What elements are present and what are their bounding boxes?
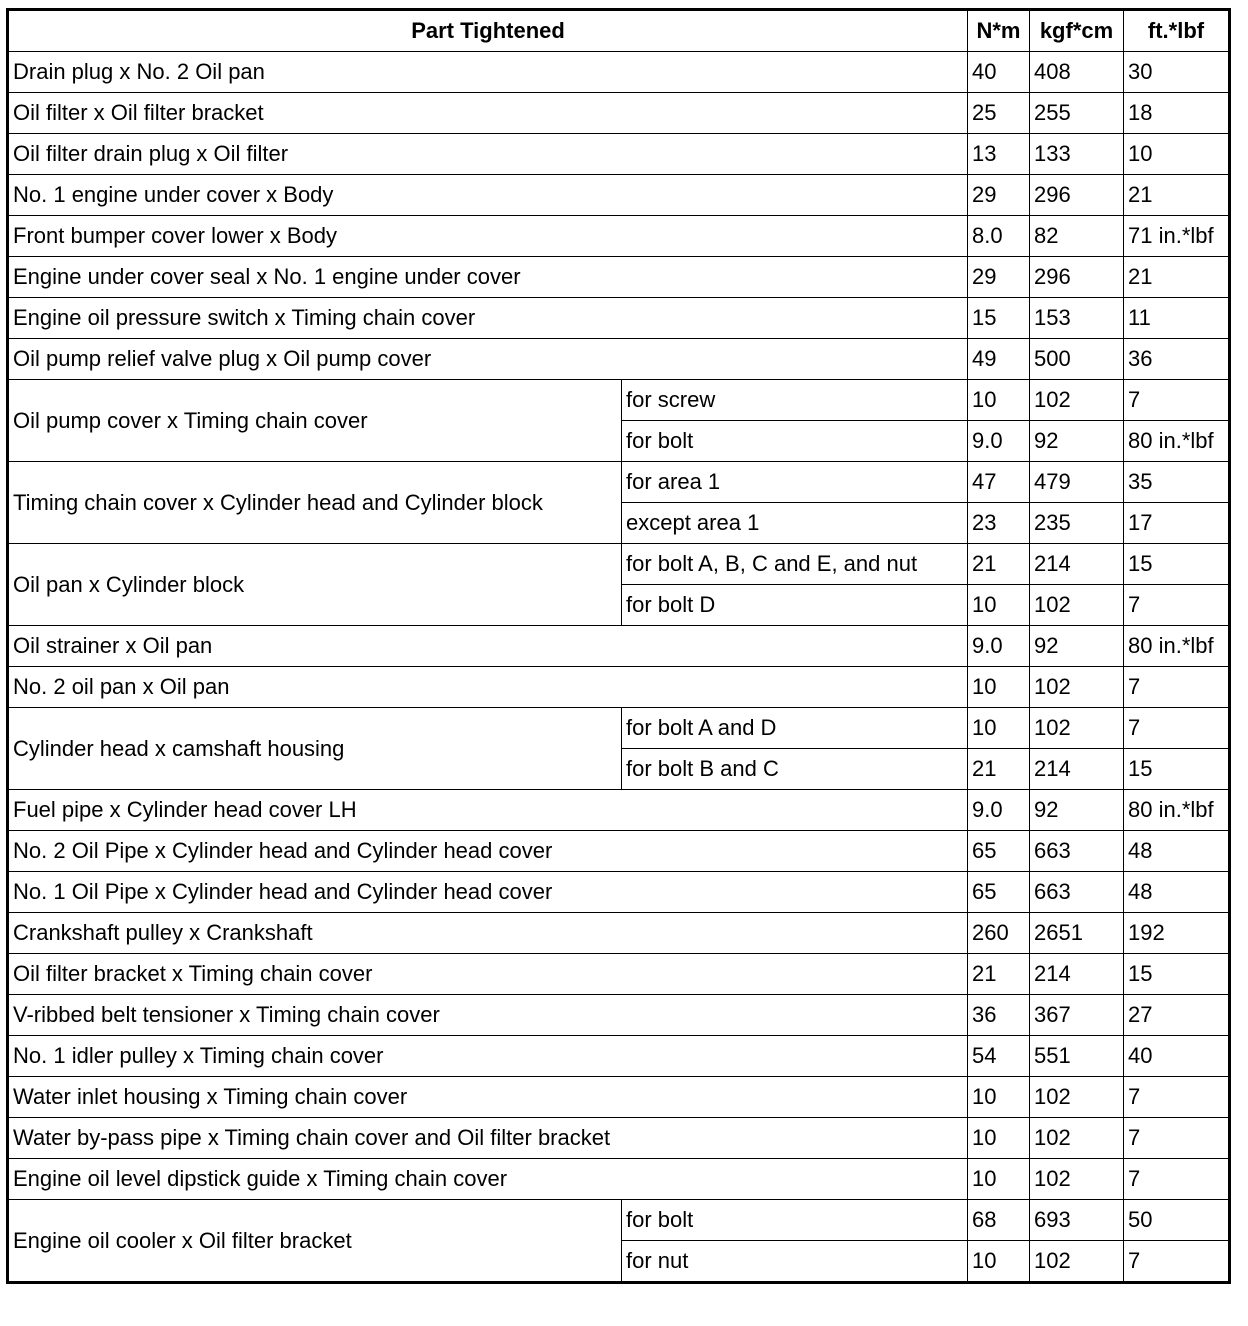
table-body <box>8 52 1230 1283</box>
kgf-cm-cell: 663 <box>1030 831 1124 872</box>
table-row <box>8 1118 1230 1159</box>
kgf-cm-cell: 408 <box>1030 52 1124 93</box>
ft-lbf-cell: 15 <box>1124 954 1230 995</box>
nm-cell: 68 <box>968 1200 1030 1241</box>
condition-cell: for bolt A and D <box>622 708 968 749</box>
kgf-cm-cell: 2651 <box>1030 913 1124 954</box>
nm-cell: 10 <box>968 380 1030 421</box>
ft-lbf-cell: 7 <box>1124 1241 1230 1283</box>
kgf-cm-cell: 102 <box>1030 667 1124 708</box>
part-cell: Engine oil pressure switch x Timing chain cover <box>8 298 968 339</box>
ft-lbf-cell: 21 <box>1124 257 1230 298</box>
part-cell: No. 2 oil pan x Oil pan <box>8 667 968 708</box>
nm-cell: 29 <box>968 175 1030 216</box>
table-row <box>8 544 1230 585</box>
ft-lbf-cell: 17 <box>1124 503 1230 544</box>
ft-lbf-cell: 7 <box>1124 1159 1230 1200</box>
ft-lbf-cell: 7 <box>1124 380 1230 421</box>
nm-cell: 36 <box>968 995 1030 1036</box>
kgf-cm-cell: 296 <box>1030 175 1124 216</box>
table-row <box>8 913 1230 954</box>
table-row <box>8 1036 1230 1077</box>
table-row <box>8 52 1230 93</box>
kgf-cm-cell: 92 <box>1030 790 1124 831</box>
ft-lbf-cell: 7 <box>1124 667 1230 708</box>
nm-cell: 9.0 <box>968 421 1030 462</box>
part-cell: Water inlet housing x Timing chain cover <box>8 1077 968 1118</box>
kgf-cm-cell: 214 <box>1030 544 1124 585</box>
kgf-cm-cell: 235 <box>1030 503 1124 544</box>
nm-cell: 8.0 <box>968 216 1030 257</box>
nm-cell: 47 <box>968 462 1030 503</box>
nm-cell: 54 <box>968 1036 1030 1077</box>
nm-cell: 10 <box>968 667 1030 708</box>
kgf-cm-cell: 500 <box>1030 339 1124 380</box>
table-row <box>8 298 1230 339</box>
table-row <box>8 626 1230 667</box>
ft-lbf-cell: 18 <box>1124 93 1230 134</box>
ft-lbf-cell: 7 <box>1124 585 1230 626</box>
nm-cell: 29 <box>968 257 1030 298</box>
kgf-cm-cell: 551 <box>1030 1036 1124 1077</box>
ft-lbf-cell: 36 <box>1124 339 1230 380</box>
nm-cell: 15 <box>968 298 1030 339</box>
part-cell: Engine oil cooler x Oil filter bracket <box>8 1200 622 1283</box>
torque-spec-table <box>6 8 1231 1284</box>
ft-lbf-cell: 7 <box>1124 1118 1230 1159</box>
ft-lbf-cell: 30 <box>1124 52 1230 93</box>
table-row <box>8 1200 1230 1241</box>
ft-lbf-cell: 7 <box>1124 708 1230 749</box>
table-row <box>8 93 1230 134</box>
nm-cell: 10 <box>968 585 1030 626</box>
kgf-cm-cell: 663 <box>1030 872 1124 913</box>
part-cell: Crankshaft pulley x Crankshaft <box>8 913 968 954</box>
kgf-cm-cell: 102 <box>1030 380 1124 421</box>
kgf-cm-cell: 255 <box>1030 93 1124 134</box>
kgf-cm-cell: 102 <box>1030 1159 1124 1200</box>
part-cell: No. 1 idler pulley x Timing chain cover <box>8 1036 968 1077</box>
part-cell: Oil filter drain plug x Oil filter <box>8 134 968 175</box>
nm-cell: 13 <box>968 134 1030 175</box>
kgf-cm-cell: 153 <box>1030 298 1124 339</box>
table-row <box>8 831 1230 872</box>
table-row <box>8 1159 1230 1200</box>
table-row <box>8 257 1230 298</box>
kgf-cm-cell: 214 <box>1030 954 1124 995</box>
condition-cell: for area 1 <box>622 462 968 503</box>
part-cell: No. 1 engine under cover x Body <box>8 175 968 216</box>
table-row <box>8 995 1230 1036</box>
ft-lbf-cell: 40 <box>1124 1036 1230 1077</box>
ft-lbf-cell: 7 <box>1124 1077 1230 1118</box>
kgf-cm-cell: 133 <box>1030 134 1124 175</box>
kgf-cm-cell: 82 <box>1030 216 1124 257</box>
nm-cell: 21 <box>968 749 1030 790</box>
ft-lbf-cell: 48 <box>1124 872 1230 913</box>
kgf-cm-cell: 693 <box>1030 1200 1124 1241</box>
part-cell: Oil strainer x Oil pan <box>8 626 968 667</box>
ft-lbf-cell: 15 <box>1124 544 1230 585</box>
table-row <box>8 667 1230 708</box>
nm-cell: 10 <box>968 1077 1030 1118</box>
kgf-cm-cell: 296 <box>1030 257 1124 298</box>
part-cell: Engine under cover seal x No. 1 engine under cover <box>8 257 968 298</box>
table-row <box>8 1077 1230 1118</box>
condition-cell: for bolt B and C <box>622 749 968 790</box>
nm-cell: 9.0 <box>968 790 1030 831</box>
table-row <box>8 708 1230 749</box>
condition-cell: for bolt <box>622 421 968 462</box>
kgf-cm-cell: 102 <box>1030 1077 1124 1118</box>
kgf-cm-cell: 214 <box>1030 749 1124 790</box>
ft-lbf-cell: 192 <box>1124 913 1230 954</box>
table-row <box>8 872 1230 913</box>
condition-cell: for nut <box>622 1241 968 1283</box>
ft-lbf-cell: 80 in.*lbf <box>1124 790 1230 831</box>
part-cell: Oil filter x Oil filter bracket <box>8 93 968 134</box>
condition-cell: for screw <box>622 380 968 421</box>
header-nm: N*m <box>968 10 1030 52</box>
part-cell: Oil filter bracket x Timing chain cover <box>8 954 968 995</box>
ft-lbf-cell: 15 <box>1124 749 1230 790</box>
kgf-cm-cell: 102 <box>1030 1118 1124 1159</box>
nm-cell: 10 <box>968 1241 1030 1283</box>
part-cell: Fuel pipe x Cylinder head cover LH <box>8 790 968 831</box>
ft-lbf-cell: 11 <box>1124 298 1230 339</box>
nm-cell: 65 <box>968 872 1030 913</box>
nm-cell: 10 <box>968 708 1030 749</box>
table-row <box>8 175 1230 216</box>
part-cell: Drain plug x No. 2 Oil pan <box>8 52 968 93</box>
part-cell: Oil pump cover x Timing chain cover <box>8 380 622 462</box>
part-cell: No. 2 Oil Pipe x Cylinder head and Cylinder head cover <box>8 831 968 872</box>
part-cell: No. 1 Oil Pipe x Cylinder head and Cylinder head cover <box>8 872 968 913</box>
condition-cell: except area 1 <box>622 503 968 544</box>
nm-cell: 40 <box>968 52 1030 93</box>
nm-cell: 9.0 <box>968 626 1030 667</box>
table-row <box>8 380 1230 421</box>
table-row <box>8 462 1230 503</box>
table-row <box>8 339 1230 380</box>
kgf-cm-cell: 102 <box>1030 1241 1124 1283</box>
ft-lbf-cell: 50 <box>1124 1200 1230 1241</box>
ft-lbf-cell: 35 <box>1124 462 1230 503</box>
part-cell: Front bumper cover lower x Body <box>8 216 968 257</box>
part-cell: Engine oil level dipstick guide x Timing chain cover <box>8 1159 968 1200</box>
table-row <box>8 790 1230 831</box>
ft-lbf-cell: 71 in.*lbf <box>1124 216 1230 257</box>
ft-lbf-cell: 80 in.*lbf <box>1124 626 1230 667</box>
nm-cell: 21 <box>968 954 1030 995</box>
condition-cell: for bolt A, B, C and E, and nut <box>622 544 968 585</box>
table-row <box>8 134 1230 175</box>
header-part-tightened: Part Tightened <box>8 10 968 52</box>
kgf-cm-cell: 92 <box>1030 626 1124 667</box>
header-ft-lbf: ft.*lbf <box>1124 10 1230 52</box>
nm-cell: 23 <box>968 503 1030 544</box>
ft-lbf-cell: 27 <box>1124 995 1230 1036</box>
kgf-cm-cell: 102 <box>1030 708 1124 749</box>
table-row <box>8 954 1230 995</box>
table-row <box>8 216 1230 257</box>
kgf-cm-cell: 367 <box>1030 995 1124 1036</box>
header-row <box>8 10 1230 52</box>
part-cell: Oil pan x Cylinder block <box>8 544 622 626</box>
part-cell: Water by-pass pipe x Timing chain cover and Oil filter bracket <box>8 1118 968 1159</box>
nm-cell: 25 <box>968 93 1030 134</box>
nm-cell: 65 <box>968 831 1030 872</box>
ft-lbf-cell: 80 in.*lbf <box>1124 421 1230 462</box>
condition-cell: for bolt D <box>622 585 968 626</box>
part-cell: Cylinder head x camshaft housing <box>8 708 622 790</box>
part-cell: V-ribbed belt tensioner x Timing chain cover <box>8 995 968 1036</box>
header-kgf-cm: kgf*cm <box>1030 10 1124 52</box>
nm-cell: 49 <box>968 339 1030 380</box>
nm-cell: 10 <box>968 1118 1030 1159</box>
nm-cell: 260 <box>968 913 1030 954</box>
nm-cell: 10 <box>968 1159 1030 1200</box>
kgf-cm-cell: 479 <box>1030 462 1124 503</box>
ft-lbf-cell: 21 <box>1124 175 1230 216</box>
kgf-cm-cell: 102 <box>1030 585 1124 626</box>
part-cell: Timing chain cover x Cylinder head and Cylinder block <box>8 462 622 544</box>
ft-lbf-cell: 48 <box>1124 831 1230 872</box>
part-cell: Oil pump relief valve plug x Oil pump cover <box>8 339 968 380</box>
condition-cell: for bolt <box>622 1200 968 1241</box>
ft-lbf-cell: 10 <box>1124 134 1230 175</box>
kgf-cm-cell: 92 <box>1030 421 1124 462</box>
nm-cell: 21 <box>968 544 1030 585</box>
